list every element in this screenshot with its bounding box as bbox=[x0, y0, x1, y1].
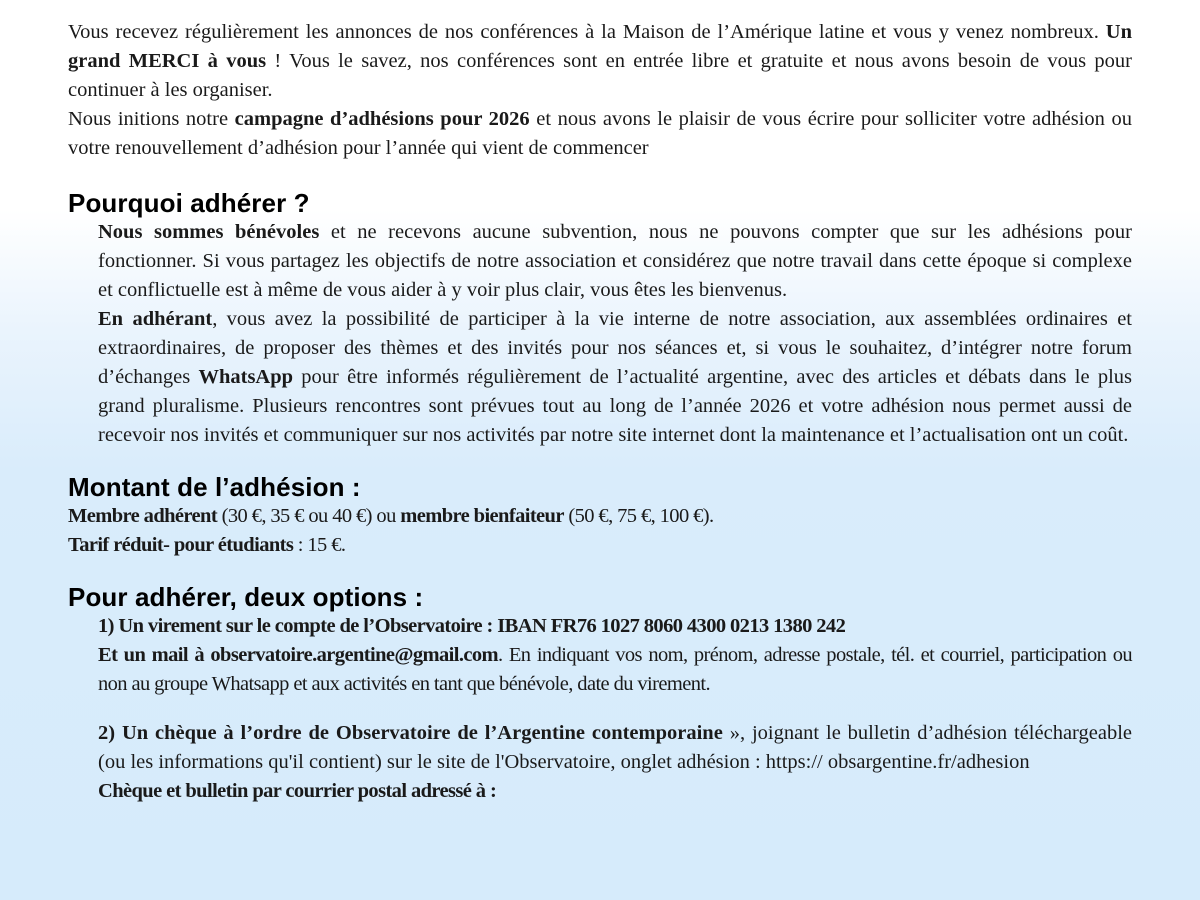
intro-paragraph-1 bbox=[68, 18, 1132, 105]
benefits-paragraph bbox=[98, 305, 1132, 450]
thanks-emphasis: Un grand MERCI à vous bbox=[68, 21, 1132, 72]
intro-text: Nous initions notre bbox=[68, 108, 235, 130]
iban-line: 1) Un virement sur le compte de l’Observatoire : IBAN FR76 1027 8060 4300 0213 1380 242 bbox=[98, 615, 846, 637]
document-page bbox=[68, 18, 1132, 806]
membership-prices bbox=[68, 502, 1132, 531]
volunteers-emphasis: Nous sommes bénévoles bbox=[98, 221, 320, 243]
whatsapp-emphasis: WhatsApp bbox=[198, 366, 294, 388]
how-to-join-heading: Pour adhérer, deux options : bbox=[68, 582, 424, 612]
intro-text: Vous recevez régulièrement les annonces de nos conférences à la Maison de l’Amérique latine et vous y venez nombreux. bbox=[68, 21, 1106, 43]
body-text: et ne recevons aucune subvention, nous ne pouvons compter que sur les adhésions pour fonctionner. Si vous partagez les objectifs de notre association et considérez que notre travail dans cette époque si complexe et conflictuelle est à même de vous aider à y voir plus clair, vous êtes les bienvenus. bbox=[98, 221, 1132, 301]
benefactor-label: membre bienfaiteur bbox=[400, 505, 564, 527]
benefactor-prices: (50 €, 75 €, 100 €). bbox=[563, 505, 714, 527]
join-options bbox=[68, 612, 1132, 806]
intro-text: ! Vous le savez, nos conférences sont en entrée libre et gratuite et nous avons besoin de vous pour continuer à les organiser. bbox=[68, 50, 1132, 101]
option-1-transfer bbox=[98, 612, 1132, 641]
intro-text: et nous avons le plaisir de vous écrire pour solliciter votre adhésion ou votre renouvellement d’adhésion pour l’année qui vient de commencer bbox=[68, 108, 1133, 159]
why-join-section bbox=[68, 218, 1132, 450]
body-text: , vous avez la possibilité de participer à la vie interne de notre association, aux assemblées ordinaires et extraordinaires, de proposer des thèmes et des invités pour nos séances et, si vous le souhaitez, d’intégrer notre forum d’échanges bbox=[98, 308, 1133, 388]
member-prices: (30 €, 35 € ou 40 €) ou bbox=[217, 505, 401, 527]
body-text: pour être informés régulièrement de l’actualité argentine, avec des articles et débats dans le plus grand pluralisme. Plusieurs rencontres sont prévues tout au long de l’année 2026 et votre adhésion nous permet aussi de recevoir nos invités et communiquer sur nos activités par notre site internet dont la maintenance et l’actualisation ont un coût. bbox=[98, 366, 1133, 446]
member-label: Membre adhérent bbox=[68, 505, 218, 527]
reduced-price: : 15 €. bbox=[293, 534, 346, 556]
option-1-mail bbox=[98, 641, 1132, 699]
mail-instructions: . En indiquant vos nom, prénom, adresse postale, tél. et courriel, participation ou non au groupe Whatsapp et aux activités en tant que bénévole, date du virement. bbox=[98, 644, 1132, 695]
cheque-instructions: », joignant le bulletin d’adhésion téléchargeable (ou les informations qu'il contient) sur le site de l'Observatoire, onglet adhésion : https:// obsargentine.fr/adhesion bbox=[98, 722, 1133, 773]
postal-address-heading bbox=[98, 777, 1132, 806]
intro-paragraph-2 bbox=[68, 105, 1132, 163]
why-join-heading: Pourquoi adhérer ? bbox=[68, 188, 310, 218]
joining-emphasis: En adhérant bbox=[98, 308, 213, 330]
option-2-cheque bbox=[98, 719, 1132, 777]
postal-heading: Chèque et bulletin par courrier postal adressé à : bbox=[98, 780, 497, 802]
volunteers-paragraph bbox=[98, 218, 1132, 305]
reduced-label: Tarif réduit- pour étudiants bbox=[68, 534, 294, 556]
campaign-emphasis: campagne d’adhésions pour 2026 bbox=[234, 108, 530, 130]
cheque-payee: 2) Un chèque à l’ordre de Observatoire de l’Argentine contemporaine bbox=[98, 722, 723, 744]
membership-fee-heading: Montant de l’adhésion : bbox=[68, 472, 361, 502]
email-link[interactable]: Et un mail à observatoire.argentine@gmail.com bbox=[98, 644, 498, 666]
reduced-rate bbox=[68, 531, 1132, 560]
